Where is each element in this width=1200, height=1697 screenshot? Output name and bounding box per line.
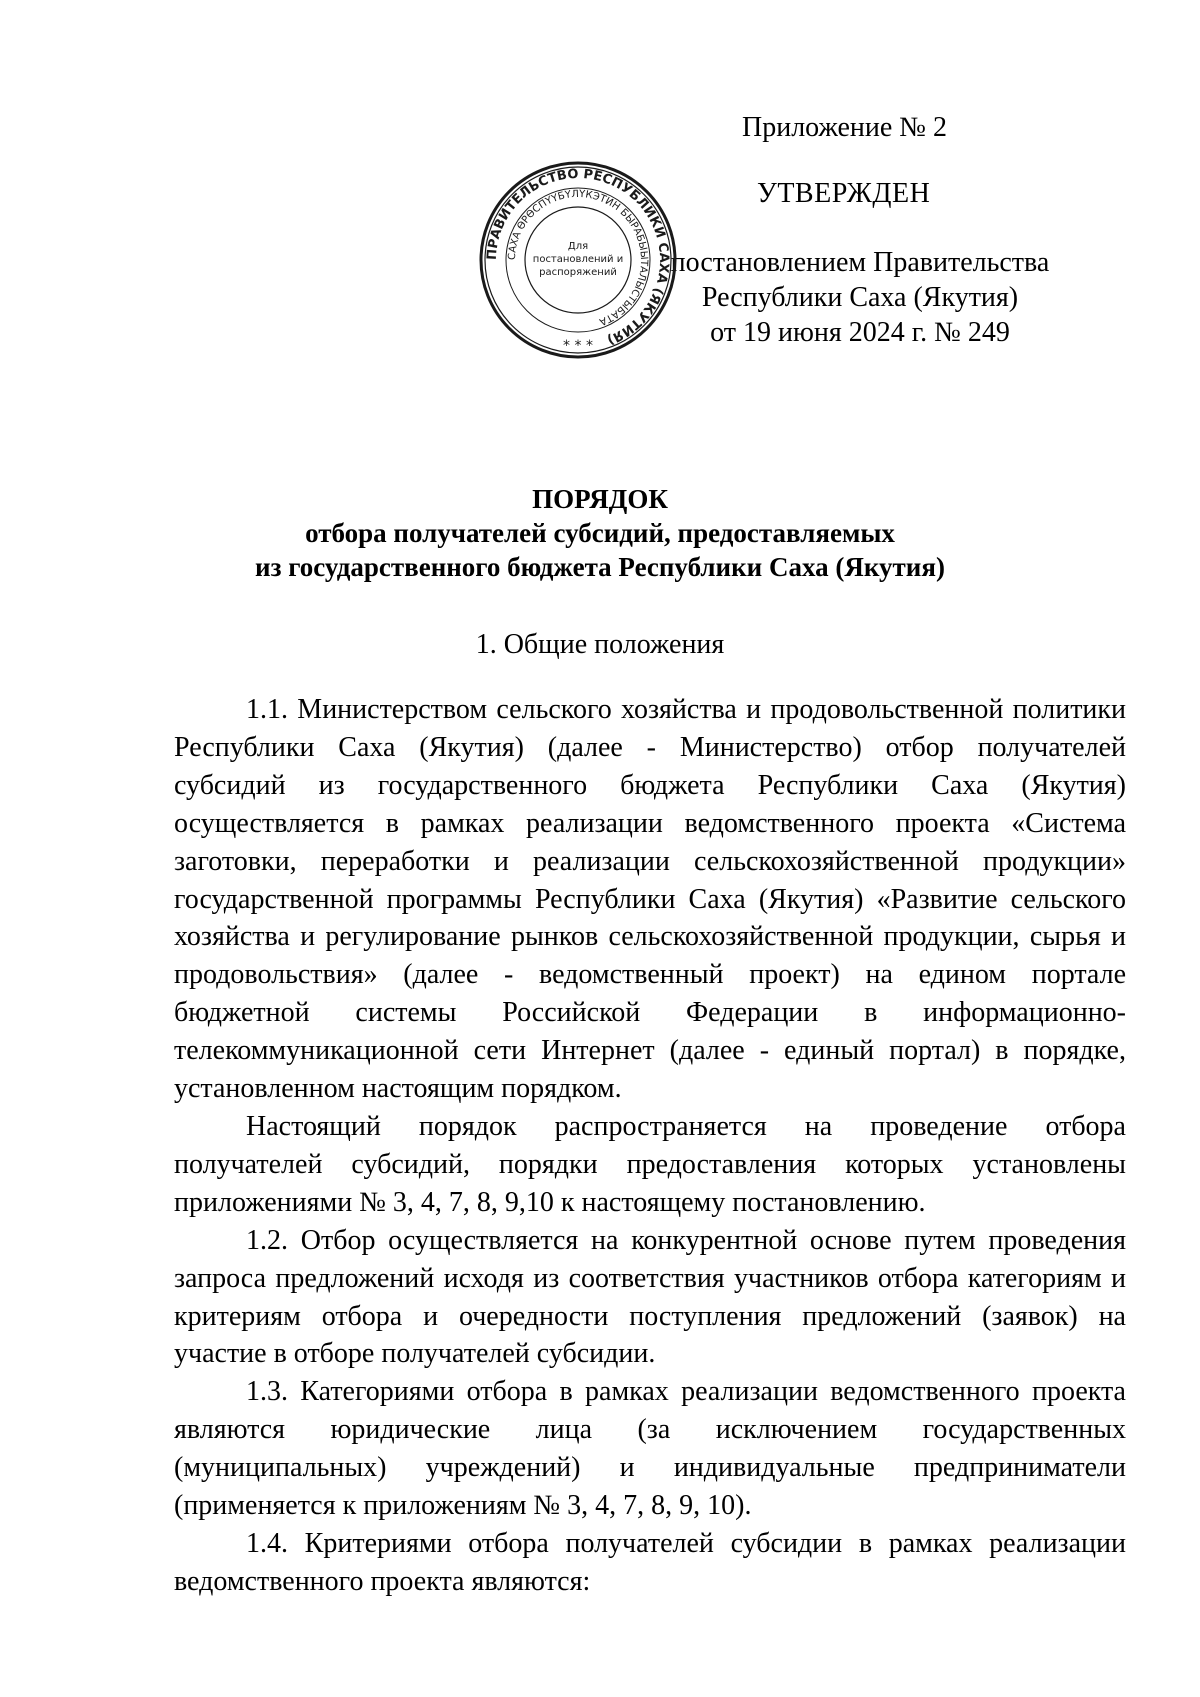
title-subtitle-line: из государственного бюджета Республики Саха (Якутия) (255, 552, 945, 582)
paragraph: 1.3. Категориями отбора в рамках реализации ведомственного проекта являются юридические лица (за исключением государственных (муниципальных) учреждений) и индивидуальные предприниматели (применяется к приложениям № 3, 4, 7, 8, 9, 10). (174, 1376, 1126, 1522)
decree-line: Республики Саха (Якутия) (701, 282, 1019, 313)
stamp-outer-text: ПРАВИТЕЛЬСТВО РЕСПУБЛИКИ САХА (ЯКУТИЯ) (484, 166, 672, 348)
title-subtitle-line: отбора получателей субсидий, предоставляемых (305, 518, 895, 548)
decree-line: постановлением Правительства (670, 247, 1050, 278)
title-main: ПОРЯДОК (532, 484, 668, 514)
decree-line: от 19 июня 2024 г. № 249 (710, 317, 1010, 348)
document-title (140, 482, 1060, 584)
stamp-center-line: Для (567, 241, 589, 252)
official-stamp (478, 160, 678, 360)
stamp-center-line: распоряжений (539, 267, 617, 278)
appendix-label: Приложение № 2 (742, 112, 947, 143)
stamp-inner-text: САХА ӨРӨСПҮҮБҮЛҮКЭТИН БЫРАБЫЫТАЛЫСТЫБАТА (506, 188, 650, 327)
paragraph: 1.4. Критериями отбора получателей субсидии в рамках реализации ведомственного проекта являются: (174, 1527, 1126, 1597)
stamp-stars: * * * (563, 338, 593, 354)
stamp-center-line: постановлений и (532, 254, 624, 265)
approved-label: УТВЕРЖДЕН (757, 178, 931, 209)
paragraph: 1.2. Отбор осуществляется на конкурентной основе путем проведения запроса предложений исходя из соответствия участников отбора категориям и критериям отбора и очередности поступления предложений (заявок) на участие в отборе получателей субсидии. (174, 1224, 1126, 1370)
paragraph: Настоящий порядок распространяется на проведение отбора получателей субсидий, порядки предоставления которых установлены приложениями № 3, 4, 7, 8, 9,10 к настоящему постановлению. (174, 1110, 1126, 1218)
document-body (174, 691, 1126, 1601)
section-heading: 1. Общие положения (475, 629, 725, 660)
decree-reference (650, 245, 1070, 350)
paragraph: 1.1. Министерством сельского хозяйства и продовольственной политики Республики Саха (Якутия) (далее - Министерство) отбор получателей субсидий из государственного бюджета Республики Саха (Якутия) осуществляется в рамках реализации ведомственного проекта «Система заготовки, переработки и реализации сельскохозяйственной продукции» государственной программы Республики Саха (Якутия) «Развитие сельского хозяйства и регулирование рынков сельскохозяйственной продукции, сырья и продовольствия» (далее - ведомственный проект) на едином портале бюджетной системы Российской Федерации в информационно-телекоммуникационной сети Интернет (далее - единый портал) в порядке, установленном настоящим порядком. (174, 694, 1126, 1105)
